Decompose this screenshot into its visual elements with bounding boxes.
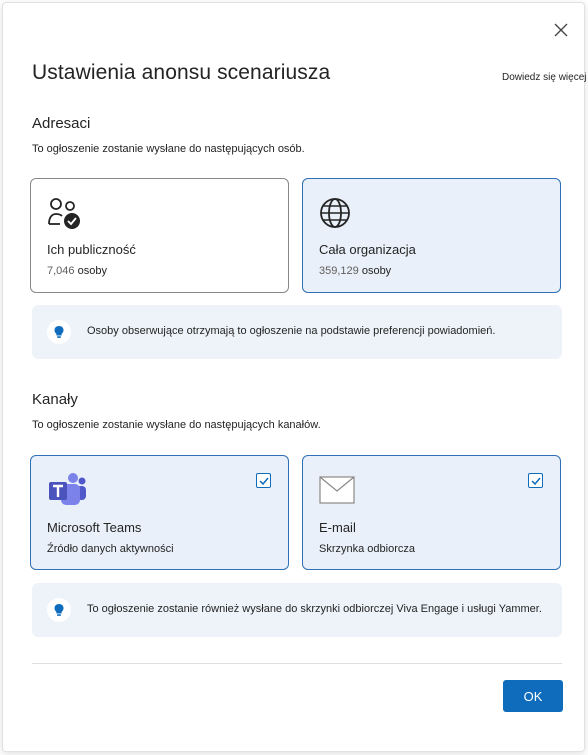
viva-engage-info-text: To ogłoszenie zostanie również wysłane do skrzynki odbiorczej Viva Engage i usługi Yammer.	[87, 603, 542, 615]
checkmark-icon	[259, 477, 269, 485]
channels-title: Kanały	[32, 391, 78, 408]
card-title: E-mail	[319, 520, 356, 535]
teams-icon	[47, 472, 87, 513]
audience-card[interactable]	[30, 178, 289, 293]
organization-card[interactable]	[302, 178, 561, 293]
channels-description: To ogłoszenie zostanie wysłane do następujących kanałów.	[32, 419, 321, 431]
globe-icon	[319, 197, 351, 234]
checkmark-icon	[531, 477, 541, 485]
email-channel-card[interactable]	[302, 455, 561, 570]
card-count	[47, 265, 107, 277]
card-count	[319, 265, 391, 277]
email-checkbox[interactable]	[528, 473, 543, 488]
lightbulb-icon	[47, 598, 71, 622]
followers-info-box	[32, 305, 562, 359]
dialog-title: Ustawienia anonsu scenariusza	[32, 61, 331, 84]
teams-checkbox[interactable]	[256, 473, 271, 488]
ok-button[interactable]: OK	[503, 680, 563, 712]
audience-count: 7,046	[47, 265, 75, 277]
count-unit: osoby	[361, 265, 392, 277]
recipients-description: To ogłoszenie zostanie wysłane do następujących osób.	[32, 143, 305, 155]
footer-divider	[32, 663, 562, 664]
people-check-icon	[47, 197, 83, 236]
card-title: Microsoft Teams	[47, 520, 142, 535]
recipients-title: Adresaci	[32, 115, 91, 132]
learn-more-link[interactable]: Dowiedz się więcej	[502, 72, 587, 83]
organization-count: 359,129	[319, 265, 359, 277]
mail-icon	[319, 476, 355, 509]
card-title: Cała organizacja	[319, 242, 416, 257]
close-button[interactable]	[551, 20, 571, 40]
card-subtitle: Skrzynka odbiorcza	[319, 543, 415, 555]
followers-info-text: Osoby obserwujące otrzymają to ogłoszenie na podstawie preferencji powiadomień.	[87, 325, 496, 337]
card-subtitle: Źródło danych aktywności	[47, 543, 174, 555]
card-title: Ich publiczność	[47, 242, 136, 257]
count-unit: osoby	[77, 265, 107, 277]
teams-channel-card[interactable]	[30, 455, 289, 570]
announcement-settings-dialog	[2, 2, 585, 752]
close-icon	[554, 23, 568, 37]
lightbulb-icon	[47, 320, 71, 344]
viva-engage-info-box	[32, 583, 562, 637]
